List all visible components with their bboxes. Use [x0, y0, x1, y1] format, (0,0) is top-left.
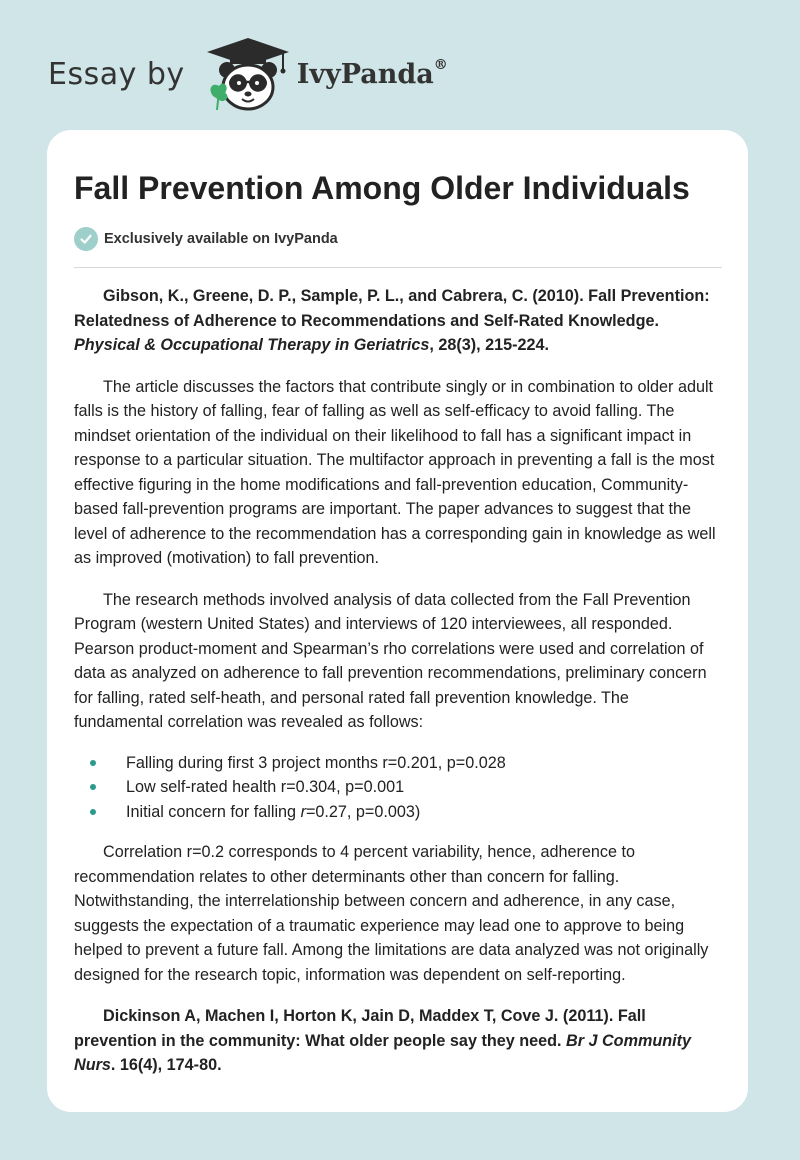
list-item: Initial concern for falling r=0.27, p=0.003)	[126, 800, 722, 825]
exclusive-badge	[74, 226, 722, 252]
bullet-icon	[90, 760, 96, 766]
paragraph-methods: The research methods involved analysis of data collected from the Fall Prevention Program (western United States) and interviews of 120 interviewees, all responded. Pearson product-moment and Spearman’s rho correlations were used and correlation of data as analyzed on adherence to fall prevention recommendations, preliminary concern for falling, rated self-heath, and personal rated fall prevention knowledge. The fundamental correlation was revealed as follows:	[74, 590, 707, 731]
brand-prefix: Essay by	[48, 56, 185, 92]
brand-name: IvyPanda®	[296, 56, 448, 90]
panda-logo-icon	[203, 36, 293, 112]
essay-card	[47, 130, 748, 1112]
page-title: Fall Prevention Among Older Individuals	[74, 170, 690, 206]
reference-dickinson: Dickinson A, Machen I, Horton K, Jain D, Maddex T, Cove J. (2011). Fall prevention in the community: What older people say they need. Br J Community Nurs. 16(4), 174-80.	[74, 1007, 692, 1074]
list-item: Falling during first 3 project months r=0.201, p=0.028	[126, 751, 722, 776]
list-item: Low self-rated health r=0.304, p=0.001	[126, 775, 722, 800]
paragraph-discussion: Correlation r=0.2 corresponds to 4 percent variability, hence, adherence to recommendation relates to other determinants other than concern for falling. Notwithstanding, the interrelationship between concern and adherence, in any case, suggests the expectation of a traumatic experience may lead one to approve to being helped to prevent a future fall. Among the limitations are data analyzed was not originally designed for the research topic, information was dependent on self-reporting.	[74, 843, 709, 984]
essay-body	[74, 284, 722, 1078]
badge-text: Exclusively available on IvyPanda	[104, 231, 338, 247]
correlation-list	[74, 751, 722, 825]
reference-gibson: Gibson, K., Greene, D. P., Sample, P. L., and Cabrera, C. (2010). Fall Prevention: Relatedness of Adherence to Recommendations and Self-Rated Knowledge. Physical & Occupational Therapy in Geriatrics, 28(3), 215-224.	[74, 287, 710, 354]
paragraph-summary: The article discusses the factors that contribute singly or in combination to older adult falls is the history of falling, fear of falling as well as self-efficacy to avoid falling. The mindset orientation of the individual on their likelihood to fall has a significant impact in response to a particular situation. The multifactor approach in preventing a fall is the most effective figuring in the home modifications and fall-prevention education, Community-based fall-prevention programs are important. The paper advances to suggest that the level of adherence to the recommendation has a corresponding gain in knowledge as well as improved (motivation) to fall prevention.	[74, 377, 716, 567]
brand-header[interactable]	[48, 36, 448, 112]
divider	[74, 267, 722, 268]
bullet-icon	[90, 809, 96, 815]
check-icon	[74, 227, 98, 251]
bullet-icon	[90, 784, 96, 790]
